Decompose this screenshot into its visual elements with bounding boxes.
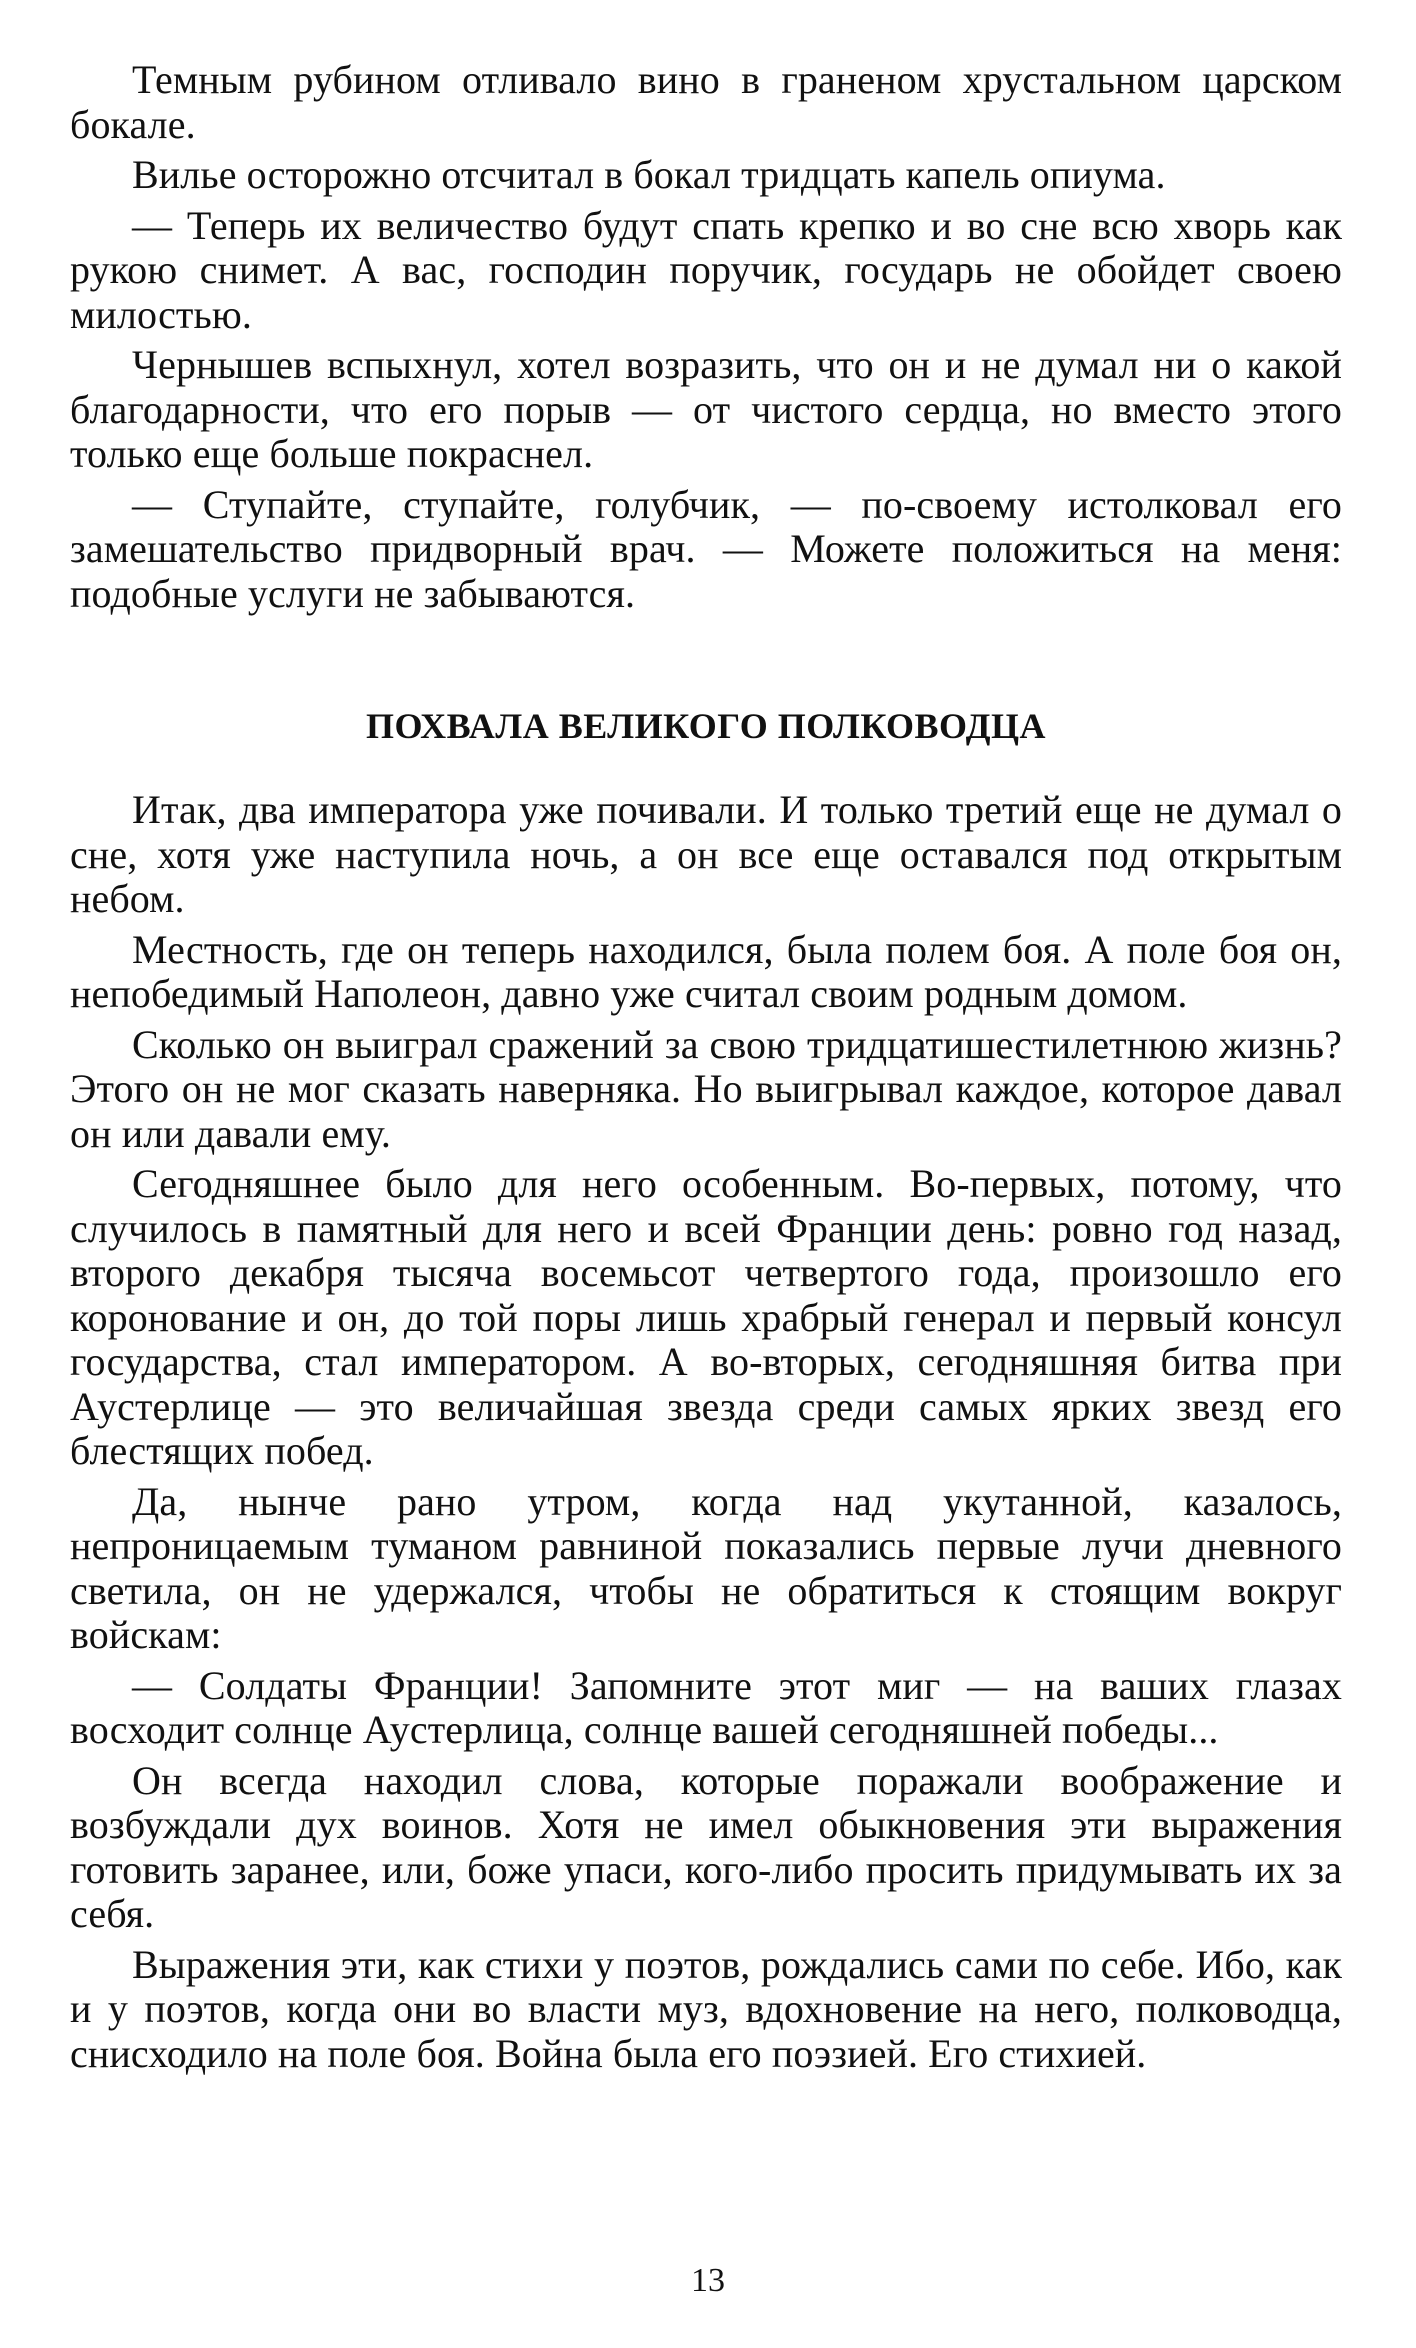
- paragraph: Итак, два императора уже почивали. И только третий еще не думал о сне, хотя уже наступила ночь, а он все еще оставался под открытым небом.: [70, 787, 1342, 921]
- paragraph: Местность, где он теперь находился, была полем боя. А поле боя он, непобедимый Наполеон, давно уже считал своим родным домом.: [70, 926, 1342, 1016]
- paragraph: Чернышев вспыхнул, хотел возразить, что он и не думал ни о какой благодарности, что его порыв — от чистого сердца, но вместо этого только еще больше покраснел.: [70, 342, 1342, 476]
- paragraph: Темным рубином отливало вино в граненом хрустальном царском бокале.: [70, 57, 1342, 147]
- paragraph: Вилье осторожно отсчитал в бокал тридцать капель опиума.: [132, 152, 1166, 197]
- paragraph: — Ступайте, ступайте, голубчик, — по-своему истолковал его замешательство придворный врач. — Можете положиться на меня: подобные услуги не забываются.: [70, 481, 1342, 616]
- paragraph: Да, нынче рано утром, когда над укутанной, казалось, непроницаемым туманом равниной показались первые лучи дневного светила, он не удержался, чтобы не обратиться к стоящим вокруг войскам:: [70, 1478, 1342, 1657]
- paragraph: Он всегда находил слова, которые поражали воображение и возбуждали дух воинов. Хотя не имел обыкновения эти выражения готовить заранее, или, боже упаси, кого-либо просить придумывать их за себя.: [70, 1757, 1342, 1936]
- chapter-heading: ПОХВАЛА ВЕЛИКОГО ПОЛКОВОДЦА: [365, 706, 1047, 746]
- section-before-heading: [70, 58, 1342, 616]
- page-number: 13: [691, 2262, 725, 2299]
- paragraph: — Теперь их величество будут спать крепко и во сне всю хворь как рукою снимет. А вас, господин поручик, государь не обойдет своею милостью.: [70, 202, 1342, 337]
- paragraph: Выражения эти, как стихи у поэтов, рождались сами по себе. Ибо, как и у поэтов, когда они во власти муз, вдохновение на него, полководца, снисходило на поле боя. Война была его поэзией. Его стихией.: [70, 1941, 1342, 2076]
- page-body: [70, 58, 1342, 2082]
- paragraph: Сегодняшнее было для него особенным. Во-первых, потому, что случилось в памятный для него и всей Франции день: ровно год назад, второго декабря тысяча восемьсот четвертого года, произошло его коронование и он, до той поры лишь храбрый генерал и первый консул государства, стал императором. А во-вторых, сегодняшняя битва при Аустерлице — это величайшая звезда среди самых ярких звезд его блестящих побед.: [70, 1161, 1342, 1473]
- section-after-heading: [70, 788, 1342, 2076]
- paragraph: Сколько он выиграл сражений за свою тридцатишестилетнюю жизнь? Этого он не мог сказать наверняка. Но выигрывал каждое, которое давал он или давали ему.: [70, 1021, 1342, 1156]
- paragraph: — Солдаты Франции! Запомните этот миг — на ваших глазах восходит солнце Аустерлица, солнце вашей сегодняшней победы...: [70, 1662, 1342, 1752]
